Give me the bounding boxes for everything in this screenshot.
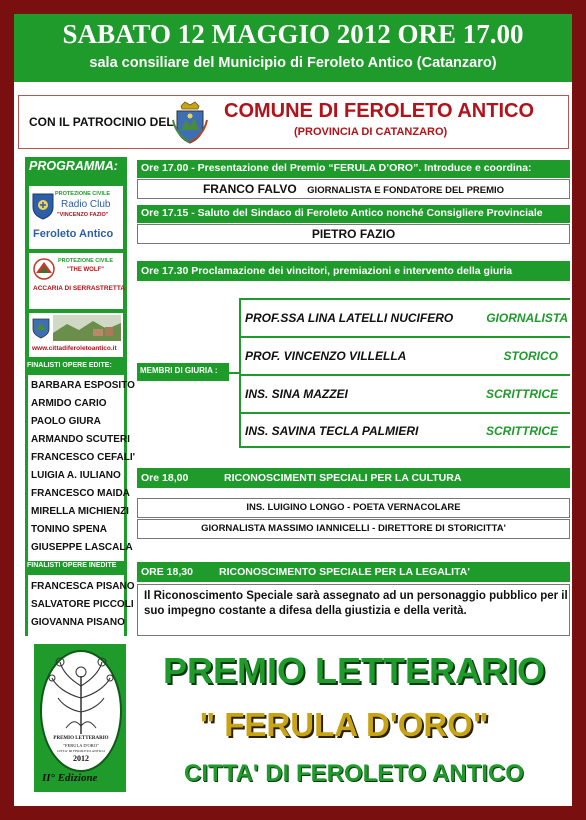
item-5-line-2: suo impegno costante a difesa della giustizia e della verità. xyxy=(144,605,467,617)
the-wolf-logo xyxy=(29,253,126,309)
patronage-label: CON IL PATROCINIO DEL xyxy=(29,115,174,129)
item-4-time: Ore 18,00 xyxy=(141,472,189,484)
finalists-edite-heading: FINALISTI OPERE EDITE: xyxy=(27,362,112,369)
finalist-edite-item: LUIGIA A. IULIANO xyxy=(31,470,121,481)
program-item-1-speaker xyxy=(137,179,570,199)
footer-title-line-3: CITTA' DI FEROLETO ANTICO xyxy=(184,760,524,787)
coat-of-arms-icon xyxy=(171,100,209,144)
jury-member-3 xyxy=(239,374,570,408)
item-5-line-1: Il Riconoscimento Speciale sarà assegnato ad un personaggio pubblico per il xyxy=(144,590,568,602)
radio-club-line2: Radio Club xyxy=(61,199,111,210)
finalist-inedite-item: GIOVANNA PISANO xyxy=(31,617,125,628)
jury-section xyxy=(137,292,570,452)
finalist-edite-item: MIRELLA MICHIENZI xyxy=(31,506,129,517)
program-item-5-bar xyxy=(137,562,570,582)
jury-label-text: MEMBRI DI GIURIA : xyxy=(140,366,218,375)
finalist-edite-item: GIUSEPPE LASCALA xyxy=(31,542,133,553)
jury-member-2 xyxy=(239,336,570,370)
program-item-5-description xyxy=(137,584,570,636)
wolf-line2: "THE WOLF" xyxy=(67,267,105,273)
badge-line-3: CITTA' DI FEROLETO ANTICO xyxy=(57,749,105,753)
radio-club-line3: "VINCENZO FAZIO" xyxy=(57,212,109,218)
jury-member-4-role: SCRITTRICE xyxy=(486,424,558,438)
jury-bracket-line xyxy=(229,372,239,374)
award-badge xyxy=(34,644,126,792)
jury-member-4 xyxy=(239,412,570,448)
edition-label: II° Edizione xyxy=(42,772,98,784)
finalist-inedite-item: SALVATORE PICCOLI xyxy=(31,599,134,610)
event-date-title: SABATO 12 MAGGIO 2012 ORE 17.00 xyxy=(62,19,524,49)
finalist-edite-item: FRANCESCO CEFALI' xyxy=(31,452,136,463)
jury-member-1 xyxy=(239,298,570,332)
jury-member-3-role: SCRITTRICE xyxy=(486,387,558,401)
header-banner xyxy=(14,14,572,82)
program-title: PROGRAMMA: xyxy=(29,159,118,173)
program-item-2-speaker xyxy=(137,224,570,244)
jury-member-4-name: INS. SAVINA TECLA PALMIERI xyxy=(245,424,419,438)
finalists-inedite-list xyxy=(28,575,135,636)
program-item-4-bar xyxy=(137,468,570,488)
finalist-edite-item: TONINO SPENA xyxy=(31,524,107,535)
finalists-inedite-heading: FINALISTI OPERE INEDITE xyxy=(27,562,117,569)
program-item-3-bar: Ore 17.30 Proclamazione dei vincitori, premiazioni e intervento della giuria xyxy=(137,261,570,281)
radio-club-line1: PROTEZIONE CIVILE xyxy=(55,191,111,197)
city-web-banner xyxy=(29,313,123,357)
badge-year: 2012 xyxy=(73,754,89,763)
finalist-edite-item: BARBARA ESPOSITO xyxy=(31,380,135,391)
radio-club-emblem-icon xyxy=(32,192,54,220)
program-item-4-row-2: GIORNALISTA MASSIMO IANNICELLI - DIRETTORE DI STORICITTA' xyxy=(137,519,570,539)
poster xyxy=(14,14,572,806)
landscape-photo-icon xyxy=(53,315,121,341)
finalist-edite-item: ARMANDO SCUTERI xyxy=(31,434,130,445)
finalists-edite-list xyxy=(28,375,136,561)
jury-member-2-name: PROF. VINCENZO VILLELLA xyxy=(245,349,407,363)
radio-club-line4: Feroleto Antico xyxy=(33,228,114,240)
event-venue: sala consiliare del Municipio di Feroleto Antico (Catanzaro) xyxy=(89,55,497,71)
award-badge-oval xyxy=(40,650,122,772)
jury-member-2-role: STORICO xyxy=(503,349,558,363)
finalist-edite-item: ARMIDO CARIO xyxy=(31,398,107,409)
badge-line-1: PREMIO LETTERARIO xyxy=(53,736,109,741)
comune-name: COMUNE DI FEROLETO ANTICO xyxy=(224,100,534,122)
provincia-name: (PROVINCIA DI CATANZARO) xyxy=(294,126,448,138)
badge-line-2: "FERULA D'ORO" xyxy=(63,743,99,748)
wolf-emblem-icon xyxy=(32,258,56,280)
footer-title-line-2: " FERULA D'ORO" xyxy=(199,706,489,743)
patronage-box xyxy=(18,95,569,149)
jury-member-1-name: PROF.SSA LINA LATELLI NUCIFERO xyxy=(245,311,454,325)
jury-member-1-role: GIORNALISTA xyxy=(486,311,568,325)
city-crest-icon xyxy=(32,317,50,339)
item-4-title: RICONOSCIMENTI SPECIALI PER LA CULTURA xyxy=(224,472,462,484)
item-5-title: RICONOSCIMENTO SPECIALE PER LA LEGALITA' xyxy=(219,566,470,578)
program-sidebar xyxy=(25,157,136,636)
footer-title-line-1: PREMIO LETTERARIO xyxy=(162,650,545,691)
speaker-fazio: PIETRO FAZIO xyxy=(311,227,396,241)
wolf-line1: PROTEZIONE CIVILE xyxy=(58,258,114,264)
finalist-inedite-item: FRANCESCA PISANO xyxy=(31,581,135,592)
finalist-edite-item: PAOLO GIURA xyxy=(31,416,101,427)
speaker-falvo-role: GIORNALISTA E FONDATORE DEL PREMIO xyxy=(307,185,505,196)
finalist-edite-item: FRANCESCO MAIDA xyxy=(31,488,130,499)
jury-label xyxy=(137,363,229,381)
program-item-2-bar: Ore 17.15 - Saluto del Sindaco di Feroleto Antico nonché Consigliere Provinciale xyxy=(137,205,570,223)
program-item-1-bar: Ore 17.00 - Presentazione del Premio “FERULA D’ORO”. Introduce e coordina: xyxy=(137,160,570,178)
speaker-falvo: FRANCO FALVO xyxy=(202,182,297,196)
ferula-plant-icon xyxy=(46,656,116,736)
wolf-line3: ACCARIA DI SERRASTRETTA xyxy=(33,285,126,292)
website-link[interactable]: www.cittadiferoletoantico.it xyxy=(32,345,117,352)
item-5-time: ORE 18,30 xyxy=(141,566,193,578)
jury-member-3-name: INS. SINA MAZZEI xyxy=(245,387,348,401)
radio-club-logo xyxy=(29,186,123,249)
program-item-4-row-1: INS. LUIGINO LONGO - POETA VERNACOLARE xyxy=(137,498,570,518)
